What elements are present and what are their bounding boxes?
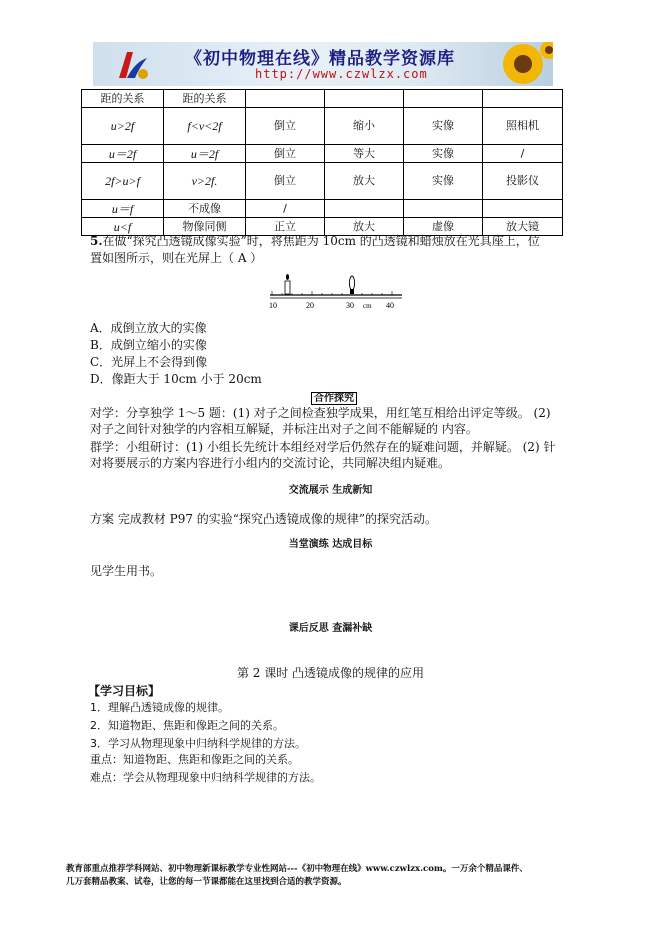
table-row: u＝2f u＝2f 倒立 等大 实像 / (82, 145, 563, 163)
banner-url[interactable]: http://www.czwlzx.com (255, 67, 428, 81)
zhongdian-line: 重点：知道物距、焦距和像距之间的关系。 (90, 753, 299, 766)
table-row: u<f 物像同侧 正立 放大 虚像 放大镜 (82, 218, 563, 236)
ruler-label: 20 (306, 301, 314, 310)
table-row: u>2f f<v<2f 倒立 缩小 实像 照相机 (82, 108, 563, 145)
option-c: C．光屏上不会得到像 (90, 355, 208, 369)
objective-item: 1．理解凸透镜成像的规律。 (90, 701, 229, 714)
duixue-line1: 对学：分享独学 1～5 题：(1) 对子之间检查独学成果，用红笔互相给出评定等级。 (2) (90, 406, 551, 420)
section-heading-hezuo: 合作探究 (311, 389, 357, 407)
footer-line1: 教育部重点推荐学科网站、初中物理新课标教学专业性网站---《初中物理在线》www.czwlzx.com。一万余个精品课件、 (66, 864, 528, 874)
optical-bench-figure (266, 271, 406, 311)
lesson-2-title: 第 2 课时 凸透镜成像的规律的应用 (236, 666, 425, 680)
option-d: D．像距大于 10cm 小于 20cm (90, 372, 262, 386)
question-5-line2: 置如图所示，则在光屏上（ A ） (90, 251, 263, 265)
qunxue-line2: 对将要展示的方案内容进行小组内的交流讨论，共同解决组内疑难。 (90, 456, 451, 470)
nandian-line: 难点：学会从物理现象中归纳科学规律的方法。 (90, 771, 321, 784)
fangan-line: 方案 完成教材 P97 的实验“探究凸透镜成像的规律”的探究活动。 (90, 512, 438, 526)
table-row: u＝f 不成像 / (82, 200, 563, 218)
objective-item: 2．知道物距、焦距和像距之间的关系。 (90, 719, 284, 732)
table-row: 2f>u>f v>2f. 倒立 放大 实像 投影仪 (82, 163, 563, 200)
site-logo-icon (113, 48, 153, 82)
heading-jiaoliu: 交流展示 生成新知 (288, 485, 373, 496)
option-a: A．成倒立放大的实像 (90, 321, 207, 335)
duixue-line2: 对子之间针对独学的内容相互解疑，并标注出对子之间不能解疑的 内容。 (90, 422, 478, 436)
heading-kehou: 课后反思 查漏补缺 (288, 623, 373, 634)
footer-line2: 几万套精品教案、试卷，让您的每一节课都能在这里找到合适的教学资源。 (66, 877, 347, 887)
imaging-rules-table (81, 89, 563, 236)
convex-lens-icon (349, 276, 354, 294)
candle-icon (285, 274, 290, 294)
banner-title: 《初中物理在线》精品教学资源库 (185, 49, 455, 69)
question-5-line1: 5.在做“探究凸透镜成像实验”时，将焦距为 10cm 的凸透镜和蜡烛放在光具座上，位 (90, 234, 540, 248)
sunflower-icon (493, 42, 553, 86)
objectives-heading: 【学习目标】 (88, 684, 161, 698)
objective-item: 3．学习从物理现象中归纳科学规律的方法。 (90, 737, 306, 750)
option-b: B．成倒立缩小的实像 (90, 338, 207, 352)
qunxue-line1: 群学：小组研讨：(1) 小组长先统计本组经对学后仍然存在的疑难问题，并解疑。 (2) 针 (90, 440, 556, 454)
ruler-unit: cm (363, 302, 372, 310)
ruler-label: 10 (269, 301, 277, 310)
ruler-label: 40 (386, 301, 394, 310)
table-row: 距的关系 距的关系 (82, 90, 563, 108)
ruler-label: 30 (346, 301, 354, 310)
jianxuesheng-line: 见学生用书。 (90, 564, 163, 578)
header-banner (93, 42, 553, 86)
heading-dangtang: 当堂演练 达成目标 (288, 539, 373, 550)
